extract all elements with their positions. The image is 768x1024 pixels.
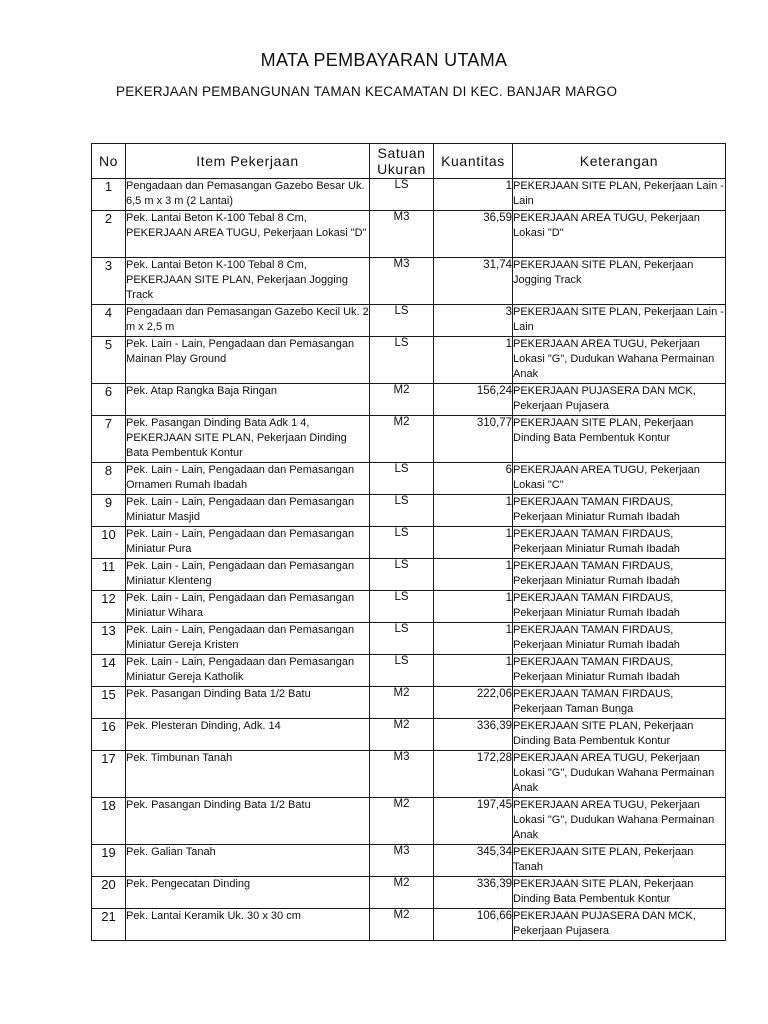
row-number-cell xyxy=(92,211,126,258)
unit-of-measure-cell xyxy=(370,719,434,751)
row-number: 11 xyxy=(101,559,116,574)
row-number-cell xyxy=(92,527,126,559)
item-description-cell xyxy=(126,179,370,211)
row-number-cell xyxy=(92,687,126,719)
quantity-cell xyxy=(434,909,513,941)
table-row xyxy=(92,305,726,337)
row-number: 4 xyxy=(104,305,113,320)
item-description-cell xyxy=(126,211,370,258)
table-row xyxy=(92,384,726,416)
row-number-cell xyxy=(92,495,126,527)
table-row xyxy=(92,495,726,527)
quantity: 172,28 xyxy=(476,752,512,764)
remarks: PEKERJAAN TAMAN FIRDAUS, Pekerjaan Miniatur Rumah Ibadah xyxy=(513,656,680,683)
unit-of-measure: LS xyxy=(394,559,409,571)
quantity: 336,39 xyxy=(476,720,512,732)
remarks-cell xyxy=(513,416,726,463)
remarks: PEKERJAAN SITE PLAN, Pekerjaan Dinding Bata Pembentuk Kontur xyxy=(513,878,694,905)
remarks-cell xyxy=(513,179,726,211)
unit-of-measure-cell xyxy=(370,877,434,909)
row-number: 5 xyxy=(104,337,113,352)
remarks: PEKERJAAN TAMAN FIRDAUS, Pekerjaan Miniatur Rumah Ibadah xyxy=(513,592,680,619)
remarks: PEKERJAAN AREA TUGU, Pekerjaan Lokasi "G", Dudukan Wahana Permainan Anak xyxy=(513,338,715,380)
quantity-cell xyxy=(434,719,513,751)
table-row xyxy=(92,623,726,655)
unit-of-measure-cell xyxy=(370,179,434,211)
remarks-cell xyxy=(513,258,726,305)
item-description: Pek. Lain - Lain, Pengadaan dan Pemasangan Miniatur Pura xyxy=(126,528,355,555)
item-description-cell xyxy=(126,623,370,655)
remarks-cell xyxy=(513,845,726,877)
item-description-cell xyxy=(126,463,370,495)
item-description-cell xyxy=(126,495,370,527)
unit-of-measure: LS xyxy=(394,527,409,539)
unit-of-measure-cell xyxy=(370,495,434,527)
quantity: 156,24 xyxy=(476,385,512,397)
unit-of-measure: M2 xyxy=(393,687,410,699)
unit-of-measure: LS xyxy=(394,655,409,667)
remarks-cell xyxy=(513,719,726,751)
quantity: 197,45 xyxy=(476,799,512,811)
quantity: 1 xyxy=(505,656,512,668)
row-number: 1 xyxy=(104,179,113,194)
item-description-cell xyxy=(126,559,370,591)
quantity: 1 xyxy=(505,592,512,604)
remarks-cell xyxy=(513,909,726,941)
unit-of-measure: M3 xyxy=(393,211,410,223)
unit-of-measure-cell xyxy=(370,527,434,559)
row-number: 8 xyxy=(104,463,113,478)
document-subtitle: PEKERJAAN PEMBANGUNAN TAMAN KECAMATAN DI KEC. BANJAR MARGO xyxy=(116,84,618,99)
table-row xyxy=(92,211,726,258)
header-item: Item Pekerjaan xyxy=(126,144,370,179)
item-description: Pek. Galian Tanah xyxy=(126,846,216,858)
table-row xyxy=(92,463,726,495)
unit-of-measure: LS xyxy=(394,495,409,507)
unit-of-measure-cell xyxy=(370,655,434,687)
row-number-cell xyxy=(92,655,126,687)
unit-of-measure: M2 xyxy=(393,384,410,396)
row-number-cell xyxy=(92,909,126,941)
unit-of-measure-cell xyxy=(370,687,434,719)
unit-of-measure-cell xyxy=(370,463,434,495)
row-number-cell xyxy=(92,384,126,416)
item-description: Pek. Pasangan Dinding Bata 1/2 Batu xyxy=(126,799,311,811)
item-description: Pek. Timbunan Tanah xyxy=(126,752,233,764)
item-description-cell xyxy=(126,798,370,845)
quantity-cell xyxy=(434,258,513,305)
table-row xyxy=(92,337,726,384)
row-number-cell xyxy=(92,877,126,909)
item-description: Pek. Lain - Lain, Pengadaan dan Pemasangan Miniatur Klenteng xyxy=(126,560,355,587)
remarks-cell xyxy=(513,211,726,258)
row-number: 16 xyxy=(101,719,116,734)
remarks: PEKERJAAN TAMAN FIRDAUS, Pekerjaan Miniatur Rumah Ibadah xyxy=(513,624,680,651)
unit-of-measure: M2 xyxy=(393,877,410,889)
remarks-cell xyxy=(513,877,726,909)
table-row xyxy=(92,416,726,463)
row-number: 20 xyxy=(101,877,116,892)
item-description-cell xyxy=(126,909,370,941)
remarks: PEKERJAAN AREA TUGU, Pekerjaan Lokasi "C" xyxy=(513,464,700,491)
remarks-cell xyxy=(513,751,726,798)
row-number: 15 xyxy=(101,687,116,702)
item-description-cell xyxy=(126,337,370,384)
item-description: Pek. Pasangan Dinding Bata 1/2 Batu xyxy=(126,688,311,700)
quantity-cell xyxy=(434,416,513,463)
quantity: 1 xyxy=(505,180,512,192)
remarks-cell xyxy=(513,559,726,591)
remarks-cell xyxy=(513,337,726,384)
quantity: 36,59 xyxy=(483,212,512,224)
quantity: 31,74 xyxy=(483,259,512,271)
item-description-cell xyxy=(126,416,370,463)
quantity: 1 xyxy=(505,624,512,636)
row-number: 2 xyxy=(104,211,113,226)
quantity: 310,77 xyxy=(476,417,512,429)
table-body xyxy=(92,179,726,941)
row-number-cell xyxy=(92,751,126,798)
item-description: Pek. Lain - Lain, Pengadaan dan Pemasangan Miniatur Gereja Kristen xyxy=(126,624,355,651)
item-description-cell xyxy=(126,719,370,751)
row-number-cell xyxy=(92,559,126,591)
remarks-cell xyxy=(513,798,726,845)
table-row xyxy=(92,798,726,845)
remarks-cell xyxy=(513,463,726,495)
table-row xyxy=(92,655,726,687)
row-number-cell xyxy=(92,463,126,495)
quantity-cell xyxy=(434,655,513,687)
item-description: Pek. Pengecatan Dinding xyxy=(126,878,251,890)
header-note: Keterangan xyxy=(513,144,726,179)
row-number: 6 xyxy=(104,384,113,399)
table-row xyxy=(92,719,726,751)
remarks-cell xyxy=(513,384,726,416)
remarks: PEKERJAAN AREA TUGU, Pekerjaan Lokasi "G", Dudukan Wahana Permainan Anak xyxy=(513,799,715,841)
payment-items-table xyxy=(91,143,726,941)
remarks: PEKERJAAN PUJASERA DAN MCK, Pekerjaan Pujasera xyxy=(513,385,696,412)
item-description-cell xyxy=(126,527,370,559)
remarks: PEKERJAAN SITE PLAN, Pekerjaan Jogging Track xyxy=(513,259,694,286)
remarks: PEKERJAAN TAMAN FIRDAUS, Pekerjaan Miniatur Rumah Ibadah xyxy=(513,528,680,555)
item-description-cell xyxy=(126,751,370,798)
remarks: PEKERJAAN SITE PLAN, Pekerjaan Lain - Lain xyxy=(513,180,724,207)
row-number: 7 xyxy=(104,416,113,431)
quantity-cell xyxy=(434,591,513,623)
item-description: Pek. Atap Rangka Baja Ringan xyxy=(126,385,278,397)
unit-of-measure-cell xyxy=(370,845,434,877)
remarks: PEKERJAAN PUJASERA DAN MCK, Pekerjaan Pujasera xyxy=(513,910,696,937)
remarks: PEKERJAAN TAMAN FIRDAUS, Pekerjaan Miniatur Rumah Ibadah xyxy=(513,560,680,587)
quantity-cell xyxy=(434,559,513,591)
remarks-cell xyxy=(513,495,726,527)
unit-of-measure: M3 xyxy=(393,258,410,270)
row-number: 21 xyxy=(101,909,116,924)
remarks-cell xyxy=(513,623,726,655)
quantity: 3 xyxy=(505,306,512,318)
item-description-cell xyxy=(126,258,370,305)
remarks-cell xyxy=(513,527,726,559)
table-row xyxy=(92,527,726,559)
unit-of-measure: LS xyxy=(394,591,409,603)
quantity: 6 xyxy=(505,464,512,476)
item-description: Pek. Lain - Lain, Pengadaan dan Pemasangan Miniatur Masjid xyxy=(126,496,355,523)
quantity-cell xyxy=(434,623,513,655)
row-number-cell xyxy=(92,623,126,655)
unit-of-measure: LS xyxy=(394,305,409,317)
quantity: 1 xyxy=(505,560,512,572)
remarks: PEKERJAAN SITE PLAN, Pekerjaan Dinding Bata Pembentuk Kontur xyxy=(513,720,694,747)
remarks-cell xyxy=(513,655,726,687)
unit-of-measure-cell xyxy=(370,305,434,337)
quantity-cell xyxy=(434,384,513,416)
remarks-cell xyxy=(513,687,726,719)
item-description: Pek. Plesteran Dinding, Adk. 14 xyxy=(126,720,281,732)
item-description-cell xyxy=(126,687,370,719)
unit-of-measure: LS xyxy=(394,179,409,191)
unit-of-measure: LS xyxy=(394,623,409,635)
item-description: Pek. Lantai Keramik Uk. 30 x 30 cm xyxy=(126,910,301,922)
header-no: No xyxy=(92,144,126,179)
row-number: 9 xyxy=(104,495,113,510)
row-number: 13 xyxy=(101,623,116,638)
row-number: 14 xyxy=(101,655,116,670)
table-row xyxy=(92,559,726,591)
quantity-cell xyxy=(434,305,513,337)
row-number-cell xyxy=(92,719,126,751)
remarks: PEKERJAAN SITE PLAN, Pekerjaan Tanah xyxy=(513,846,694,873)
item-description: Pek. Lain - Lain, Pengadaan dan Pemasangan Mainan Play Ground xyxy=(126,338,355,365)
quantity-cell xyxy=(434,877,513,909)
row-number: 12 xyxy=(101,591,116,606)
item-description: Pengadaan dan Pemasangan Gazebo Kecil Uk. 2 m x 2,5 m xyxy=(126,306,369,333)
row-number: 18 xyxy=(101,798,116,813)
remarks: PEKERJAAN TAMAN FIRDAUS, Pekerjaan Taman Bunga xyxy=(513,688,674,715)
row-number-cell xyxy=(92,845,126,877)
unit-of-measure-cell xyxy=(370,416,434,463)
row-number-cell xyxy=(92,258,126,305)
quantity: 222,06 xyxy=(476,688,512,700)
quantity-cell xyxy=(434,527,513,559)
table-row xyxy=(92,909,726,941)
remarks: PEKERJAAN AREA TUGU, Pekerjaan Lokasi "G", Dudukan Wahana Permainan Anak xyxy=(513,752,715,794)
table-row xyxy=(92,751,726,798)
quantity-cell xyxy=(434,463,513,495)
quantity: 345,34 xyxy=(476,846,512,858)
unit-of-measure-cell xyxy=(370,211,434,258)
remarks-cell xyxy=(513,591,726,623)
unit-of-measure: LS xyxy=(394,463,409,475)
table-header-row xyxy=(92,144,726,179)
row-number-cell xyxy=(92,591,126,623)
remarks: PEKERJAAN SITE PLAN, Pekerjaan Dinding Bata Pembentuk Kontur xyxy=(513,417,694,444)
unit-of-measure: M2 xyxy=(393,909,410,921)
quantity-cell xyxy=(434,845,513,877)
item-description-cell xyxy=(126,877,370,909)
item-description-cell xyxy=(126,305,370,337)
quantity-cell xyxy=(434,687,513,719)
row-number-cell xyxy=(92,416,126,463)
unit-of-measure-cell xyxy=(370,591,434,623)
quantity: 1 xyxy=(505,496,512,508)
table-row xyxy=(92,877,726,909)
header-unit: Satuan Ukuran xyxy=(370,144,434,179)
unit-of-measure-cell xyxy=(370,258,434,305)
unit-of-measure: LS xyxy=(394,337,409,349)
item-description-cell xyxy=(126,845,370,877)
unit-of-measure: M3 xyxy=(393,845,410,857)
quantity-cell xyxy=(434,179,513,211)
unit-of-measure: M2 xyxy=(393,416,410,428)
table-row xyxy=(92,687,726,719)
table-row xyxy=(92,258,726,305)
row-number-cell xyxy=(92,337,126,384)
quantity: 1 xyxy=(505,528,512,540)
quantity: 1 xyxy=(505,338,512,350)
item-description: Pek. Lantai Beton K-100 Tebal 8 Cm, PEKERJAAN AREA TUGU, Pekerjaan Lokasi "D" xyxy=(126,212,367,239)
unit-of-measure-cell xyxy=(370,798,434,845)
row-number-cell xyxy=(92,798,126,845)
quantity-cell xyxy=(434,798,513,845)
unit-of-measure-cell xyxy=(370,751,434,798)
remarks: PEKERJAAN AREA TUGU, Pekerjaan Lokasi "D" xyxy=(513,212,700,239)
item-description: Pek. Lain - Lain, Pengadaan dan Pemasangan Miniatur Wihara xyxy=(126,592,355,619)
item-description: Pek. Pasangan Dinding Bata Adk 1 4, PEKERJAAN SITE PLAN, Pekerjaan Dinding Bata Pembentuk Kontur xyxy=(126,417,347,459)
document-title: MATA PEMBAYARAN UTAMA xyxy=(260,50,508,70)
row-number-cell xyxy=(92,179,126,211)
quantity-cell xyxy=(434,337,513,384)
unit-of-measure-cell xyxy=(370,559,434,591)
quantity-cell xyxy=(434,495,513,527)
unit-of-measure: M2 xyxy=(393,798,410,810)
item-description-cell xyxy=(126,655,370,687)
row-number: 3 xyxy=(104,258,113,273)
unit-of-measure-cell xyxy=(370,384,434,416)
row-number: 19 xyxy=(101,845,116,860)
table-row xyxy=(92,179,726,211)
unit-of-measure-cell xyxy=(370,909,434,941)
row-number-cell xyxy=(92,305,126,337)
quantity: 106,66 xyxy=(476,910,512,922)
unit-of-measure-cell xyxy=(370,623,434,655)
item-description-cell xyxy=(126,384,370,416)
unit-of-measure: M3 xyxy=(393,751,410,763)
row-number: 10 xyxy=(101,527,116,542)
item-description: Pek. Lain - Lain, Pengadaan dan Pemasangan Miniatur Gereja Katholik xyxy=(126,656,355,683)
remarks: PEKERJAAN TAMAN FIRDAUS, Pekerjaan Miniatur Rumah Ibadah xyxy=(513,496,680,523)
remarks-cell xyxy=(513,305,726,337)
item-description: Pengadaan dan Pemasangan Gazebo Besar Uk. 6,5 m x 3 m (2 Lantai) xyxy=(126,180,365,207)
remarks: PEKERJAAN SITE PLAN, Pekerjaan Lain - Lain xyxy=(513,306,724,333)
item-description: Pek. Lantai Beton K-100 Tebal 8 Cm, PEKERJAAN SITE PLAN, Pekerjaan Jogging Track xyxy=(126,259,348,301)
item-description: Pek. Lain - Lain, Pengadaan dan Pemasangan Ornamen Rumah Ibadah xyxy=(126,464,355,491)
unit-of-measure: M2 xyxy=(393,719,410,731)
header-qty: Kuantitas xyxy=(434,144,513,179)
item-description-cell xyxy=(126,591,370,623)
row-number: 17 xyxy=(101,751,116,766)
quantity-cell xyxy=(434,211,513,258)
quantity: 336,39 xyxy=(476,878,512,890)
quantity-cell xyxy=(434,751,513,798)
table-row xyxy=(92,845,726,877)
unit-of-measure-cell xyxy=(370,337,434,384)
table-row xyxy=(92,591,726,623)
